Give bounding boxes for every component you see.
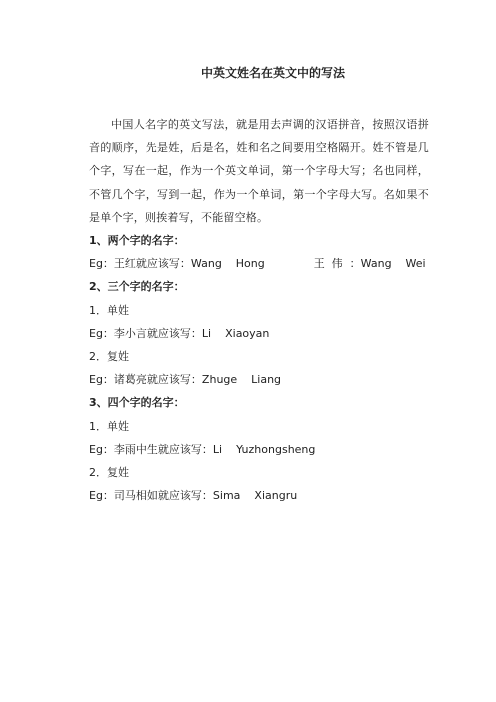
subheading-single-surname: 1．单姓	[89, 303, 129, 317]
section-heading-two-char: 1、两个字的名字：	[89, 234, 185, 248]
section-heading-four-char: 3、四个字的名字：	[89, 396, 185, 410]
example-line: Eg：李小言就应该写：Li Xiaoyan	[89, 326, 270, 340]
subheading-compound-surname: 2．复姓	[89, 466, 129, 480]
subheading-single-surname: 1．单姓	[89, 419, 129, 433]
section-heading-three-char: 2、三个字的名字：	[89, 280, 185, 294]
example-line: Eg：李雨中生就应该写：Li Yuzhongsheng	[89, 442, 316, 456]
document-body	[89, 113, 429, 507]
document-title: 中英文姓名在英文中的写法	[200, 66, 345, 80]
subheading-compound-surname: 2．复姓	[89, 350, 129, 364]
example-line: Eg：司马相如就应该写：Sima Xiangru	[89, 489, 298, 503]
example-line: Eg：王红就应该写：Wang Hong 王 伟 ：Wang Wei	[89, 257, 426, 271]
example-line: Eg：诸葛亮就应该写：Zhuge Liang	[89, 373, 282, 387]
intro-paragraph: 中国人名字的英文写法，就是用去声调的汉语拼音，按照汉语拼音的顺序，先是姓，后是名，姓和名之间要用空格隔开。姓不管是几个字，写在一起，作为一个英文单词，第一个字母大写；名也同样，不管几个字，写到一起，作为一个单词，第一个字母大写。名如果不是单个字，则挨着写，不能留空格。	[89, 118, 429, 224]
